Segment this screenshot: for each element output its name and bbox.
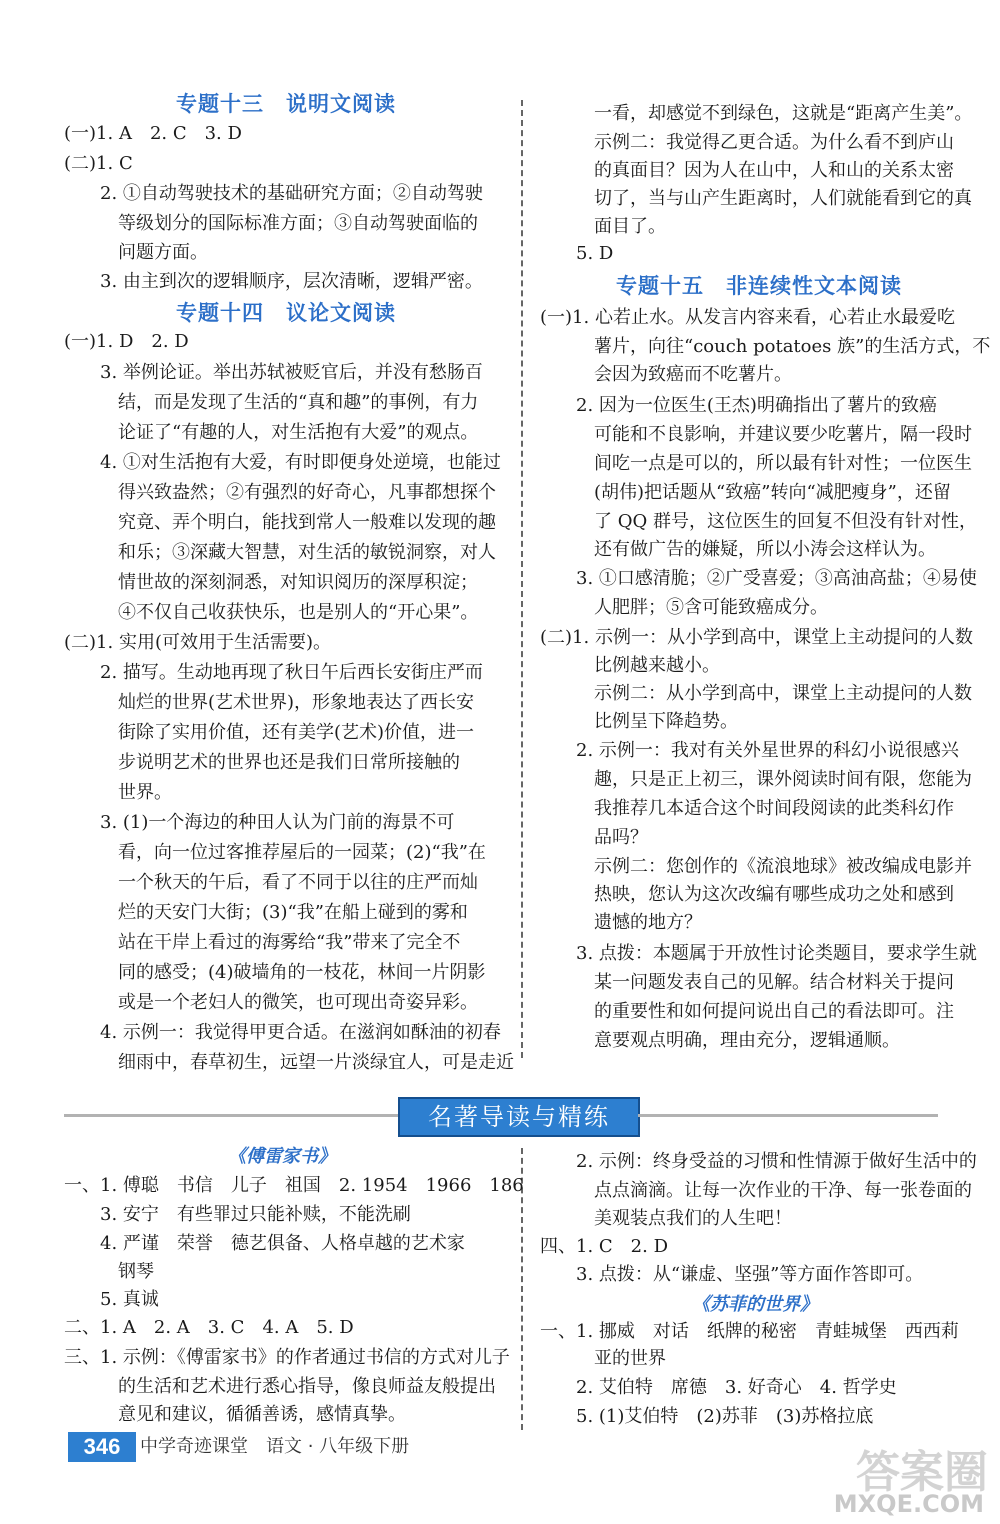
answer-line: 我推荐几本适合这个时间段阅读的此类科幻作 xyxy=(540,798,954,819)
section-heading-15: 专题十五 非连续性文本阅读 xyxy=(616,274,902,298)
answer-line: 美观装点我们的人生吧！ xyxy=(540,1208,792,1229)
answer-line: 钢琴 xyxy=(64,1261,154,1282)
answer-line: (一)1. A 2. C 3. D xyxy=(64,123,242,144)
answer-line: 意见和建议，循循善诱，感情真挚。 xyxy=(64,1404,406,1425)
answer-line: 四、1. C 2. D xyxy=(540,1236,668,1257)
answer-line: 看，向一位过客推荐屋后的一园菜；(2)“我”在 xyxy=(64,842,486,863)
answer-line: 2. ①自动驾驶技术的基础研究方面；②自动驾驶 xyxy=(64,183,483,204)
answer-line: 3. 举例论证。举出苏轼被贬官后，并没有愁肠百 xyxy=(64,362,483,383)
answer-line: 薯片，向往“couch potatoes 族”的生活方式，不 xyxy=(540,336,991,357)
answer-line: 一、1. 挪威 对话 纸牌的秘密 青蛙城堡 西西莉 xyxy=(540,1321,959,1342)
answer-line: 3. ①口感清脆；②广受喜爱；③高油高盐；④易使 xyxy=(540,568,977,589)
answer-line: 4. ①对生活抱有大爱，有时即便身处逆境，也能过 xyxy=(64,452,501,473)
answer-line: 2. 因为一位医生(王杰)明确指出了薯片的致癌 xyxy=(540,395,937,416)
answer-line: 人肥胖；⑤含可能致癌成分。 xyxy=(540,597,828,618)
answer-line: 趣，只是正上初三，课外阅读时间有限，您能为 xyxy=(540,769,972,790)
answer-line: 面目了。 xyxy=(540,216,666,237)
answer-line: 比例越来越小。 xyxy=(540,655,720,676)
answer-line: 5. D xyxy=(540,243,614,264)
answer-line: 一、1. 傅聪 书信 儿子 祖国 2. 1954 1966 186 xyxy=(64,1175,524,1196)
answer-line: 3. 安宁 有些罪过只能补赎，不能洗刷 xyxy=(64,1204,411,1225)
watermark-logo: 答案圈 xyxy=(856,1447,988,1498)
answer-line: 亚的世界 xyxy=(540,1348,666,1369)
answer-line: 示例二：我觉得乙更合适。为什么看不到庐山 xyxy=(540,132,954,153)
watermark-url: MXQE.COM xyxy=(833,1490,984,1518)
answer-line: 的生活和艺术进行悉心指导，像良师益友般提出 xyxy=(64,1376,496,1397)
answer-line: 会因为致癌而不吃薯片。 xyxy=(540,364,792,385)
answer-line: 还有做广告的嫌疑，所以小涛会这样认为。 xyxy=(540,539,936,560)
answer-line: 5. (1)艾伯特 (2)苏菲 (3)苏格拉底 xyxy=(540,1406,874,1427)
answer-line: 情世故的深刻洞悉，对知识阅历的深厚积淀； xyxy=(64,572,478,593)
answer-line: 示例二：您创作的《流浪地球》被改编成电影并 xyxy=(540,856,972,877)
answer-line: 2. 示例：终身受益的习惯和性情源于做好生活中的 xyxy=(540,1151,977,1172)
banner-title: 名著导读与精练 xyxy=(398,1097,640,1137)
section-heading-14: 专题十四 议论文阅读 xyxy=(176,301,396,325)
answer-line: 步说明艺术的世界也还是我们日常所接触的 xyxy=(64,752,460,773)
answer-line: 世界。 xyxy=(64,782,172,803)
answer-line: 某一问题发表自己的见解。结合材料关于提问 xyxy=(540,972,954,993)
answer-line: (二)1. 实用(可效用于生活需要)。 xyxy=(64,632,331,653)
answer-line: 品吗？ xyxy=(540,827,648,848)
answer-line: 4. 严谨 荣誉 德艺俱备、人格卓越的艺术家 xyxy=(64,1233,465,1254)
answer-line: 4. 示例一：我觉得甲更合适。在滋润如酥油的初春 xyxy=(64,1022,501,1043)
answer-line: (一)1. D 2. D xyxy=(64,331,189,352)
answer-line: 2. 描写。生动地再现了秋日午后西长安街庄严而 xyxy=(64,662,483,683)
answer-line: 站在干岸上看过的海雾给“我”带来了完全不 xyxy=(64,932,461,953)
answer-line: 3. (1)一个海边的种田人认为门前的海景不可 xyxy=(64,812,455,833)
banner-rule-left xyxy=(64,1114,398,1117)
footer-book-title: 中学奇迹课堂 语文 · 八年级下册 xyxy=(140,1436,410,1457)
answer-line: 3. 点拨：本题属于开放性讨论类题目，要求学生就 xyxy=(540,943,977,964)
answer-line: 究竟、弄个明白，能找到常人一般难以发现的趣 xyxy=(64,512,496,533)
answer-line: 热映，您认为这次改编有哪些成功之处和感到 xyxy=(540,884,954,905)
answer-line: 二、1. A 2. A 3. C 4. A 5. D xyxy=(64,1317,354,1338)
answer-line: 的真面目？因为人在山中，人和山的关系太密 xyxy=(540,160,954,181)
answer-line: 可能和不良影响，并建议要少吃薯片，隔一段时 xyxy=(540,424,972,445)
column-divider-top xyxy=(521,100,523,1058)
answer-line: 和乐；③深藏大智慧，对生活的敏锐洞察，对人 xyxy=(64,542,496,563)
answer-line: 3. 由主到次的逻辑顺序，层次清晰，逻辑严密。 xyxy=(64,271,483,292)
answer-line: 意要观点明确，理由充分，逻辑通顺。 xyxy=(540,1030,900,1051)
answer-line: 结，而是发现了生活的“真和趣”的事例，有力 xyxy=(64,392,479,413)
answer-line: 细雨中，春草初生，远望一片淡绿宜人，可是走近 xyxy=(64,1052,514,1073)
answer-line: 切了，当与山产生距离时，人们就能看到它的真 xyxy=(540,188,972,209)
answer-line: 论证了“有趣的人，对生活抱有大爱”的观点。 xyxy=(64,422,479,443)
page-number: 346 xyxy=(68,1432,136,1462)
answer-line: 2. 示例一：我对有关外星世界的科幻小说很感兴 xyxy=(540,740,959,761)
answer-line: (二)1. C xyxy=(64,153,133,174)
answer-line: (一)1. 心若止水。从发言内容来看，心若止水最爱吃 xyxy=(540,307,955,328)
answer-line: 3. 点拨：从“谦虚、坚强”等方面作答即可。 xyxy=(540,1264,924,1285)
answer-line: 点点滴滴。让每一次作业的干净、每一张卷面的 xyxy=(540,1180,972,1201)
answer-line: 比例呈下降趋势。 xyxy=(540,711,738,732)
answer-line: 一个秋天的午后，看了不同于以往的庄严而灿 xyxy=(64,872,478,893)
answer-line: 问题方面。 xyxy=(64,242,208,263)
answer-line: ④不仅自己收获快乐，也是别人的“开心果”。 xyxy=(64,602,479,623)
answer-line: (二)1. 示例一：从小学到高中，课堂上主动提问的人数 xyxy=(540,627,973,648)
answer-line: 示例二：从小学到高中，课堂上主动提问的人数 xyxy=(540,683,972,704)
book-title-fulei: 《傅雷家书》 xyxy=(228,1146,336,1167)
answer-line: (胡伟)把话题从“致癌”转向“减肥瘦身”，还留 xyxy=(540,482,951,503)
answer-line: 5. 真诚 xyxy=(64,1289,159,1310)
answer-line: 灿烂的世界(艺术世界)，形象地表达了西长安 xyxy=(64,692,475,713)
answer-line: 三、1. 示例：《傅雷家书》的作者通过书信的方式对儿子 xyxy=(64,1347,510,1368)
section-heading-13: 专题十三 说明文阅读 xyxy=(176,92,396,116)
answer-line: 间吃一点是可以的，所以最有针对性；一位医生 xyxy=(540,453,972,474)
answer-line: 一看，却感觉不到绿色，这就是“距离产生美”。 xyxy=(540,103,973,124)
answer-line: 了 QQ 群号，这位医生的回复不但没有针对性， xyxy=(540,511,977,532)
answer-line: 遗憾的地方？ xyxy=(540,912,702,933)
answer-line: 的重要性和如何提问说出自己的看法即可。注 xyxy=(540,1001,954,1022)
answer-line: 等级划分的国际标准方面；③自动驾驶面临的 xyxy=(64,213,478,234)
banner-rule-right xyxy=(638,1114,938,1117)
answer-line: 2. 艾伯特 席德 3. 好奇心 4. 哲学史 xyxy=(540,1377,897,1398)
answer-line: 同的感受；(4)破墙角的一枝花，林间一片阴影 xyxy=(64,962,486,983)
answer-line: 或是一个老妇人的微笑，也可现出奇姿异彩。 xyxy=(64,992,478,1013)
book-title-sophie: 《苏菲的世界》 xyxy=(692,1294,818,1315)
answer-line: 街除了实用价值，还有美学(艺术)价值，进一 xyxy=(64,722,475,743)
answer-line: 烂的天安门大街；(3)“我”在船上碰到的雾和 xyxy=(64,902,468,923)
answer-line: 得兴致盎然；②有强烈的好奇心，凡事都想探个 xyxy=(64,482,496,503)
